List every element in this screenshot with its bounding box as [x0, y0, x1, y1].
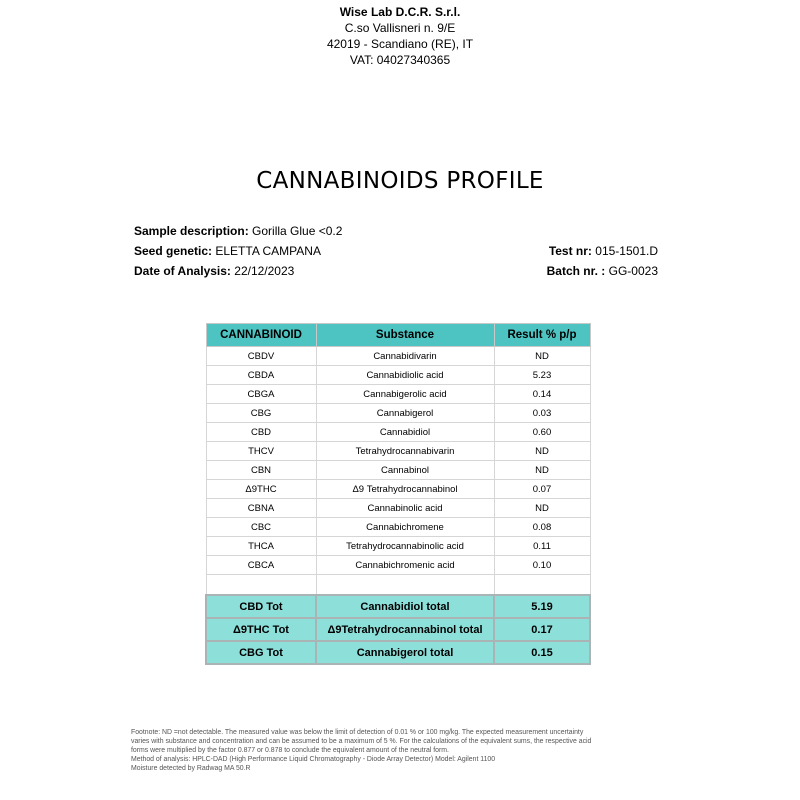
total-row-thc: [206, 618, 590, 641]
substance-name: Tetrahydrocannabinolic acid: [316, 537, 494, 556]
result-value: 0.11: [494, 537, 590, 556]
total-substance: Cannabidiol total: [316, 595, 494, 618]
table-row: [206, 461, 590, 480]
cannabinoid-code: THCA: [206, 537, 316, 556]
cannabinoid-code: CBD: [206, 423, 316, 442]
column-header-result: Result % p/p: [494, 324, 590, 347]
result-value: 0.14: [494, 385, 590, 404]
result-value: 0.07: [494, 480, 590, 499]
result-value: 0.03: [494, 404, 590, 423]
test-number-label: Test nr:: [548, 244, 592, 258]
results-table-wrapper: [205, 323, 589, 665]
lab-address-line1: C.so Vallisneri n. 9/E: [344, 21, 456, 35]
seed-genetic-label: Seed genetic:: [134, 244, 213, 258]
substance-name: Cannabichromenic acid: [316, 556, 494, 575]
empty-cell: [206, 575, 316, 596]
substance-name: Cannabigerolic acid: [316, 385, 494, 404]
footnote: [131, 728, 671, 773]
total-substance: Δ9Tetrahydrocannabinol total: [316, 618, 494, 641]
footnote-line: varies with substance and concentration and can be assumed to be a maximum of 5 %. For the calculations of the equivalent sums, the respective acid: [131, 738, 592, 745]
table-header-row: [206, 324, 590, 347]
column-header-cannabinoid: CANNABINOID: [206, 324, 316, 347]
footnote-line: Moisture detected by Radwag MA 50.R: [131, 765, 251, 772]
column-header-substance: Substance: [316, 324, 494, 347]
table-row: [206, 556, 590, 575]
sample-info: [134, 221, 342, 281]
sample-description-value: Gorilla Glue <0.2: [252, 224, 343, 238]
substance-name: Cannabidiolic acid: [316, 366, 494, 385]
cannabinoid-code: CBDA: [206, 366, 316, 385]
total-code: CBD Tot: [206, 595, 316, 618]
table-row: [206, 442, 590, 461]
cannabinoid-code: CBNA: [206, 499, 316, 518]
result-value: ND: [494, 347, 590, 366]
cannabinoid-code: CBG: [206, 404, 316, 423]
substance-name: Cannabichromene: [316, 518, 494, 537]
sample-description-label: Sample description:: [134, 224, 249, 238]
analysis-date-label: Date of Analysis:: [134, 264, 231, 278]
lab-header: [0, 4, 800, 68]
table-row: [206, 404, 590, 423]
cannabinoid-code: CBCA: [206, 556, 316, 575]
cannabinoid-code: THCV: [206, 442, 316, 461]
table-row: [206, 518, 590, 537]
result-value: 0.10: [494, 556, 590, 575]
total-code: Δ9THC Tot: [206, 618, 316, 641]
cannabinoid-code: CBDV: [206, 347, 316, 366]
batch-number: [547, 261, 658, 281]
substance-name: Cannabidiol: [316, 423, 494, 442]
seed-genetic: [134, 241, 342, 261]
test-number-value: 015-1501.D: [595, 244, 658, 258]
result-value: 0.60: [494, 423, 590, 442]
batch-number-value: GG-0023: [608, 264, 658, 278]
result-value: ND: [494, 499, 590, 518]
substance-name: Tetrahydrocannabivarin: [316, 442, 494, 461]
cannabinoid-code: Δ9THC: [206, 480, 316, 499]
table-row: [206, 385, 590, 404]
substance-name: Cannabidivarin: [316, 347, 494, 366]
footnote-line: Method of analysis: HPLC-DAD (High Performance Liquid Chromatography - Diode Array Detector) Model: Agilent 1100: [131, 756, 496, 763]
substance-name: Cannabinol: [316, 461, 494, 480]
total-result: 0.17: [494, 618, 590, 641]
result-value: 0.08: [494, 518, 590, 537]
total-row-cbg: [206, 641, 590, 664]
substance-name: Δ9 Tetrahydrocannabinol: [316, 480, 494, 499]
table-row-empty: [206, 575, 590, 596]
result-value: ND: [494, 461, 590, 480]
total-result: 5.19: [494, 595, 590, 618]
empty-cell: [316, 575, 494, 596]
lab-address-line2: 42019 - Scandiano (RE), IT: [326, 37, 474, 51]
page-title: CANNABINOIDS PROFILE: [256, 168, 544, 194]
lab-name: Wise Lab D.C.R. S.r.l.: [339, 5, 461, 19]
cannabinoid-code: CBGA: [206, 385, 316, 404]
substance-name: Cannabigerol: [316, 404, 494, 423]
total-substance: Cannabigerol total: [316, 641, 494, 664]
analysis-date: [134, 261, 342, 281]
empty-cell: [494, 575, 590, 596]
test-number: [547, 241, 658, 261]
seed-genetic-value: ELETTA CAMPANA: [215, 244, 321, 258]
batch-number-label: Batch nr. :: [546, 264, 606, 278]
cannabinoid-code: CBN: [206, 461, 316, 480]
footnote-line: forms were multiplied by the factor 0.877 or 0.878 to conclude the equivalent amount of the neutral form.: [131, 747, 449, 754]
table-row: [206, 480, 590, 499]
analysis-date-value: 22/12/2023: [234, 264, 295, 278]
total-row-cbd: [206, 595, 590, 618]
table-row: [206, 347, 590, 366]
footnote-line: Footnote: ND =not detectable. The measured value was below the limit of detection of 0.01 % or 100 mg/kg. The expected measurement uncertainty: [131, 729, 584, 736]
cannabinoid-code: CBC: [206, 518, 316, 537]
substance-name: Cannabinolic acid: [316, 499, 494, 518]
table-row: [206, 423, 590, 442]
table-row: [206, 499, 590, 518]
result-value: 5.23: [494, 366, 590, 385]
table-row: [206, 537, 590, 556]
test-info: [547, 241, 658, 281]
cannabinoids-table: [205, 323, 591, 665]
total-result: 0.15: [494, 641, 590, 664]
total-code: CBG Tot: [206, 641, 316, 664]
sample-description: [134, 221, 342, 241]
result-value: ND: [494, 442, 590, 461]
table-row: [206, 366, 590, 385]
lab-vat: VAT: 04027340365: [349, 53, 451, 67]
